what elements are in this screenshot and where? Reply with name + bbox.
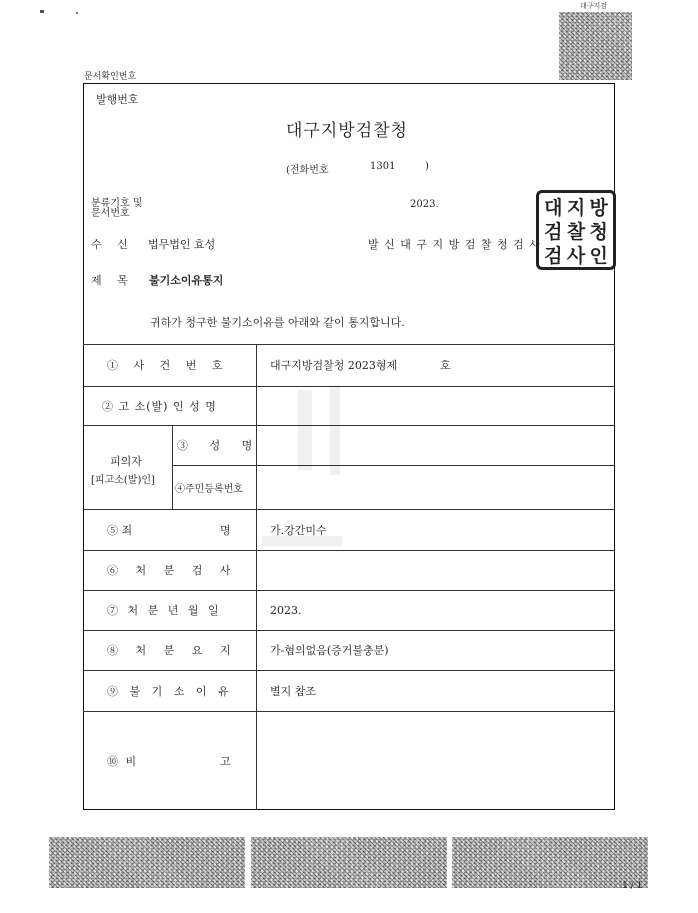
org-title: 대구지방검찰청 [286,121,408,141]
remarks-label-right: 고 [220,754,231,768]
disposition-summary-label: ⑧ 처 분 요 지 [107,644,238,657]
intro-text: 귀하가 청구한 불기소이유를 아래와 같이 통지합니다. [150,316,405,329]
table-line [83,509,615,510]
remarks-label-left: ⑩ 비 [107,754,139,768]
doc-confirm-label: 문서확인번호 [84,72,137,82]
crime-label-right: 명 [220,523,231,537]
official-seal: 대 지 방 검 찰 청 검 사 인 [536,190,616,270]
reason-label: ⑨ 불 기 소 이 유 [107,684,233,698]
reason-value: 별지 참조 [270,684,317,698]
suspect-label: 피의자 [110,455,142,468]
bottom-barcode [251,837,447,888]
bottom-barcode [49,837,245,888]
complainant-label: ② 고 소(발) 인 성 명 [102,399,217,413]
classification-line1: 분류기호 및 [91,198,143,209]
bottom-barcode [452,837,648,888]
case-no-suffix: 호 [440,359,451,372]
classification-line2: 문서번호 [91,208,130,219]
recipient-label: 수 신 [91,238,134,251]
case-no-value: 대구지방검찰청 2023형제 [270,359,398,372]
classification-date: 2023. [410,199,439,210]
case-no-label: ① 사 건 번 호 [107,359,229,372]
suspect-sublabel: [피고소(발)인] [91,475,155,486]
table-line [83,711,615,712]
top-tag: 대구지검 [580,2,608,10]
suspect-name-label: ③ 성 명 [177,439,253,452]
phone-number: 1301 [370,161,396,172]
scan-speck [76,12,78,14]
disposition-date-value: 2023. [270,603,302,617]
prosecutor-label: ⑥ 처 분 검 사 [107,564,238,577]
scan-speck [40,10,44,13]
page-indicator: 1 / 1 [622,881,643,891]
issue-no-label: 발행번호 [96,93,139,106]
recipient-value: 법무법인 효성 [148,238,216,251]
table-line [256,344,257,810]
disposition-summary-value: 가-혐의없음(증거불충분) [270,644,389,657]
subject-label: 제 목 [91,274,134,287]
sender-text: 발 신 대 구 지 방 검 찰 청 검 사 [368,238,541,251]
phone-close: ) [425,161,429,172]
top-barcode [559,12,632,80]
scan-artifact [330,385,340,475]
disposition-date-label: ⑦ 처 분 년 월 일 [107,604,222,617]
subject-value: 불기소이유통지 [149,274,224,287]
suspect-rrn-label: ④주민등록번호 [175,483,243,495]
table-line [83,425,615,426]
scan-artifact [298,390,312,470]
phone-label: (전화번호 [286,165,329,176]
table-line [172,425,173,509]
crime-value: 가.강간미수 [270,523,327,537]
crime-label-left: ⑤ 죄 [107,523,133,537]
